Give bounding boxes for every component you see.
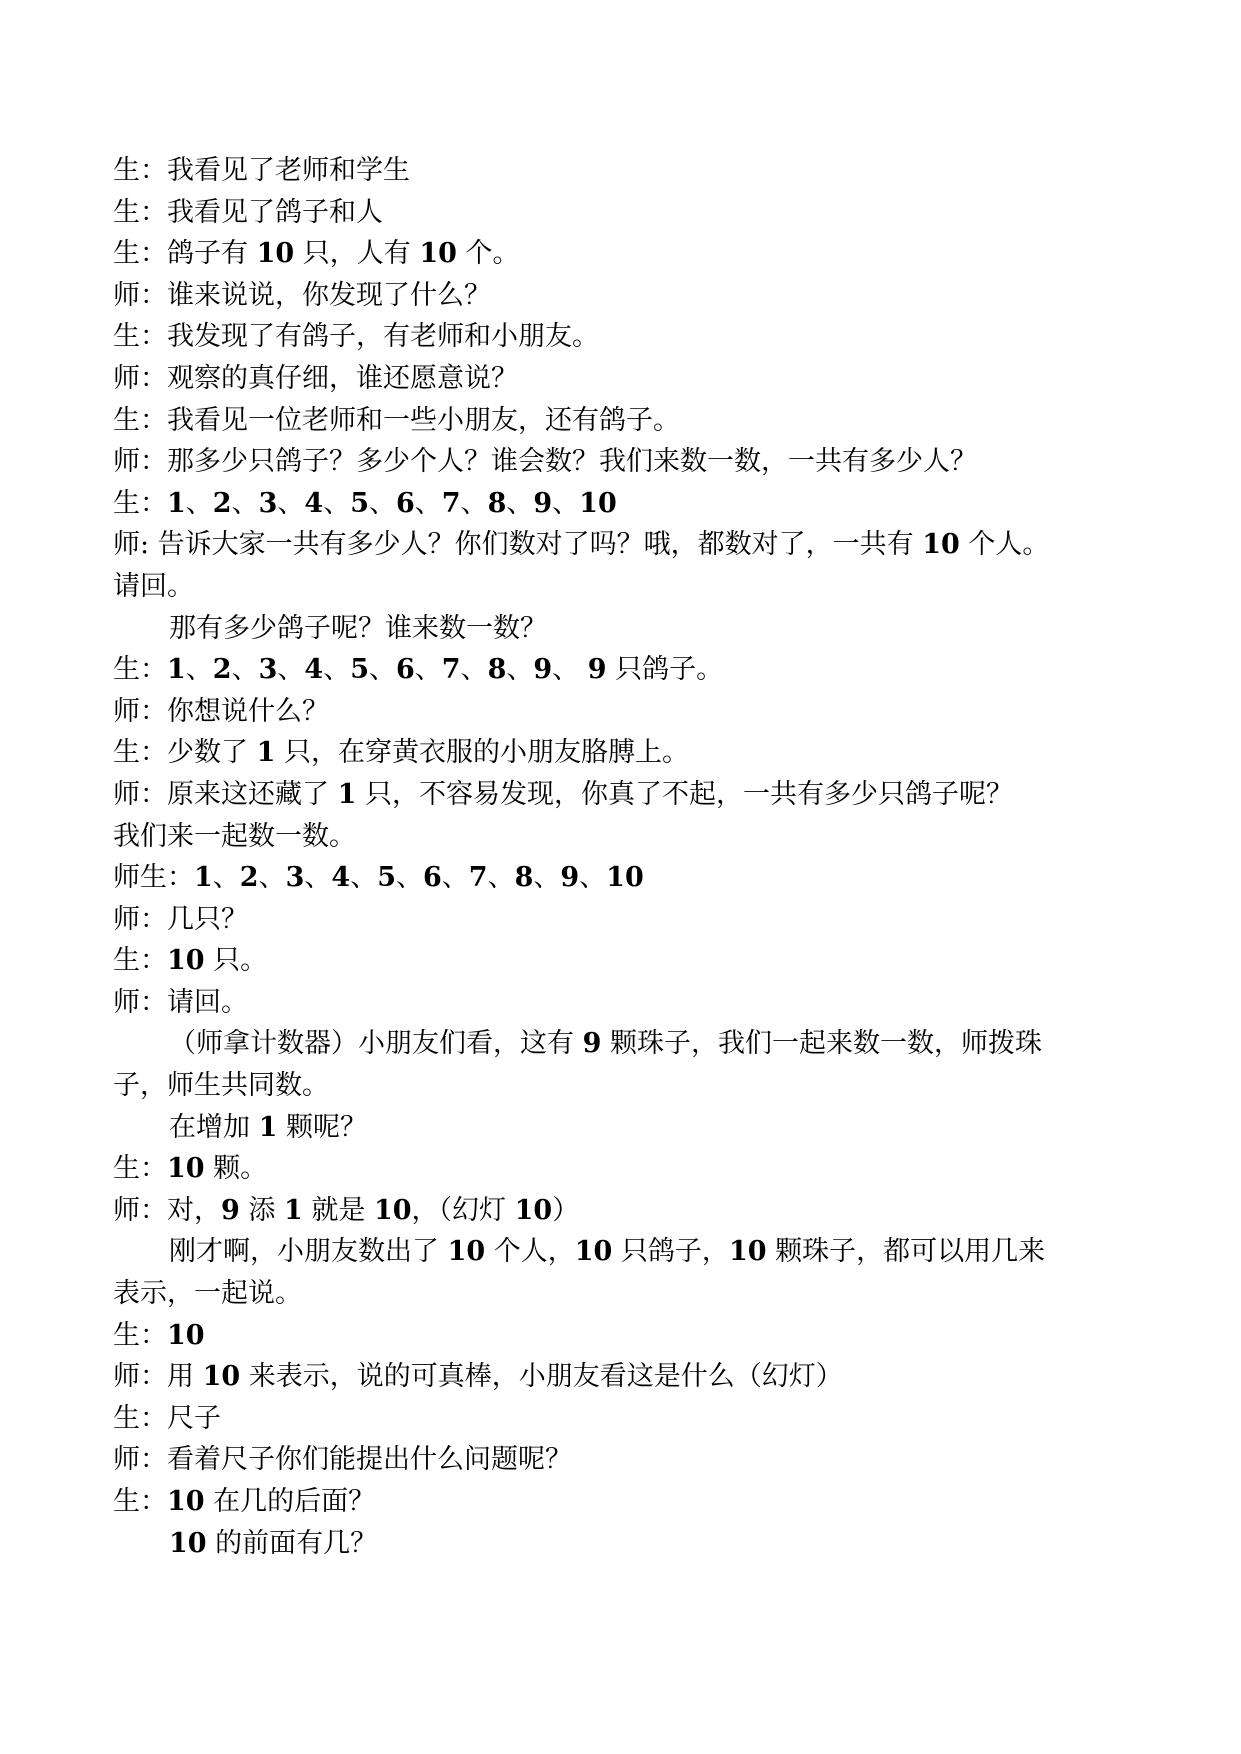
document-body [113,150,1133,1564]
text-line: 生：10 只。 [113,945,268,977]
text-line: 师：几只？ [113,903,248,935]
text-line: 生：10 [113,1319,205,1351]
text-line: 请回。 [113,570,194,602]
text-line: 生：我发现了有鸽子，有老师和小朋友。 [113,321,599,353]
text-line: 师：请回。 [113,986,248,1018]
text-line: 师：观察的真仔细，谁还愿意说？ [113,362,518,394]
text-line: 10 的前面有几？ [169,1527,378,1559]
text-line: 生：我看见了老师和学生 [113,155,410,186]
text-line: 师：谁来说说，你发现了什么？ [113,279,491,311]
text-line: 生：少数了 1 只，在穿黄衣服的小朋友胳膊上。 [113,737,689,769]
text-line: 师：看着尺子你们能提出什么问题呢？ [113,1444,572,1476]
text-line: （师拿计数器）小朋友们看，这有 9 颗珠子，我们一起来数一数，师拨珠 [169,1028,1042,1060]
text-line: 子，师生共同数。 [113,1070,329,1102]
text-line: 生：10 颗。 [113,1153,268,1185]
text-line: 师：对，9 添 1 就是 10，（幻灯 10） [113,1194,580,1226]
text-line: 我们来一起数一数。 [113,820,356,852]
text-line: 生：鸽子有 10 只，人有 10 个。 [113,238,520,270]
text-line: 生：1、2、3、4、5、6、7、8、9、10 [113,487,617,519]
text-line: 师：原来这还藏了 1 只，不容易发现，你真了不起，一共有多少只鸽子呢？ [113,778,1013,810]
text-line: 生：1、2、3、4、5、6、7、8、9、 9 只鸽子。 [113,654,724,686]
text-line: 生：10 在几的后面？ [113,1486,376,1517]
text-line: 师：你想说什么？ [113,695,329,727]
text-line: 在增加 1 颗呢？ [169,1111,367,1143]
text-line: 刚才啊，小朋友数出了 10 个人，10 只鸽子，10 颗珠子，都可以用几来 [169,1236,1046,1268]
text-line: 师生：1、2、3、4、5、6、7、8、9、10 [113,862,644,894]
text-line: 表示，一起说。 [113,1278,302,1310]
text-line: 那有多少鸽子呢？谁来数一数？ [169,612,547,644]
text-line: 师: 告诉大家一共有多少人？你们数对了吗？哦，都数对了，一共有 10 个人。 [113,529,1050,561]
text-line: 生：我看见了鸽子和人 [113,196,383,228]
text-line: 师：那多少只鸽子？多少个人？谁会数？我们来数一数，一共有多少人？ [113,446,977,478]
text-line: 师：用 10 来表示，说的可真棒，小朋友看这是什么（幻灯） [113,1361,843,1393]
text-line: 生：尺子 [113,1402,221,1434]
text-line: 生：我看见一位老师和一些小朋友，还有鸽子。 [113,404,680,436]
